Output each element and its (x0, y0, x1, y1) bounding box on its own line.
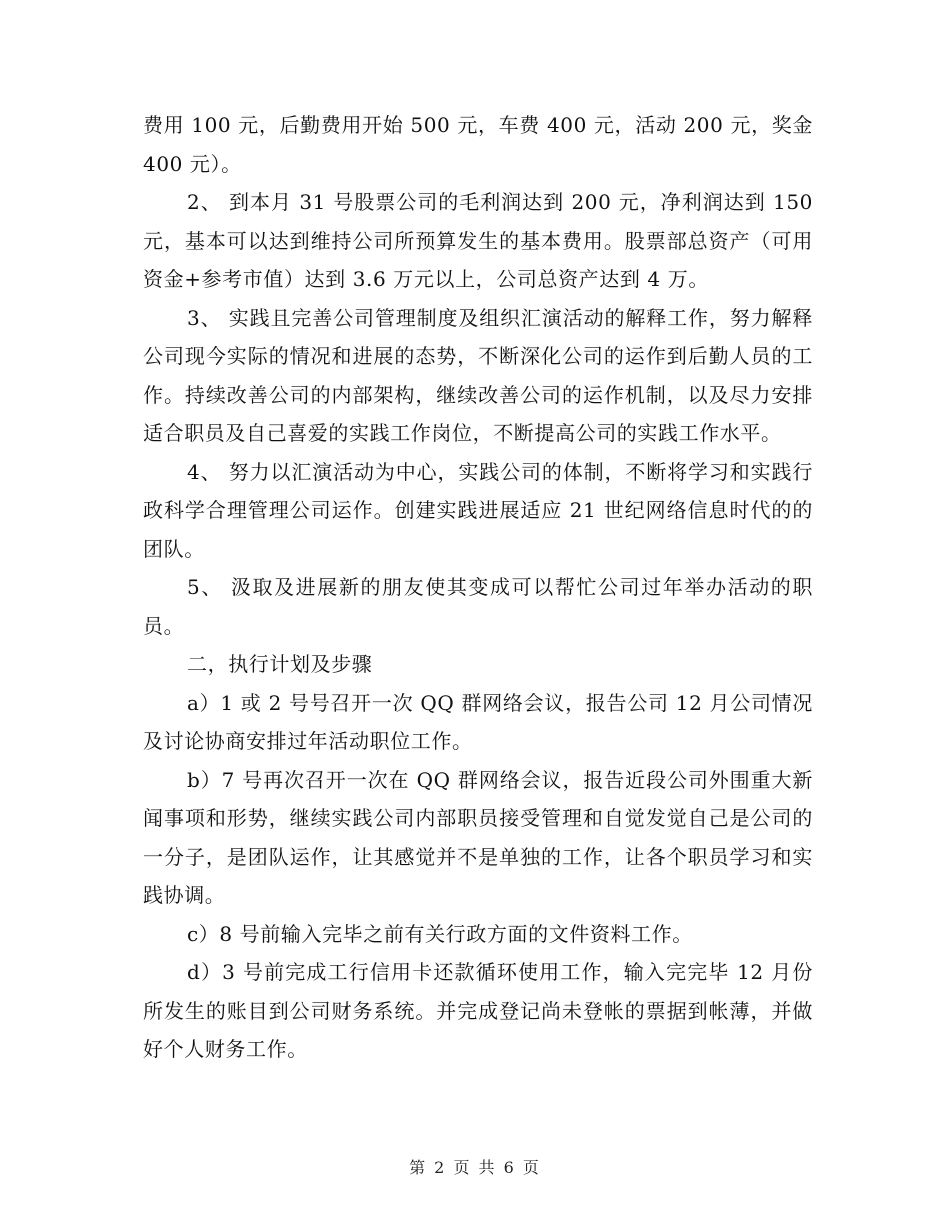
paragraph-item-2: 2、 到本月 31 号股票公司的毛利润达到 200 元，净利润达到 150 元，基本可以达到维持公司所预算发生的基本费用。股票部总资产（可用资金+参考市值）达到 3.6 万元以上，公司总资产达到 4 万。 (143, 190, 813, 291)
document-body (143, 106, 813, 1069)
step-a: a）1 或 2 号号召开一次 QQ 群网络会议，报告公司 12 月公司情况及讨论协商安排过年活动职位工作。 (143, 690, 813, 753)
paragraph-item-4: 4、 努力以汇演活动为中心，实践公司的体制，不断将学习和实践行政科学合理管理公司运作。创建实践进展适应 21 世纪网络信息时代的的团队。 (143, 459, 813, 561)
step-b: b）7 号再次召开一次在 QQ 群网络会议，报告近段公司外围重大新闻事项和形势，继续实践公司内部职员接受管理和自觉发觉自己是公司的一分子，是团队运作，让其感觉并不是单独的工作，让各个职员学习和实践协调。 (143, 767, 813, 907)
paragraph-item-5: 5、 汲取及进展新的朋友使其变成可以帮忙公司过年举办活动的职员。 (143, 575, 813, 638)
paragraph-item-3: 3、 实践且完善公司管理制度及组织汇演活动的解释工作，努力解释公司现今实际的情况和进展的态势，不断深化公司的运作到后勤人员的工作。持续改善公司的内部架构，继续改善公司的运作机制，以及尽力安排适合职员及自己喜爱的实践工作岗位，不断提高公司的实践工作水平。 (143, 305, 813, 445)
step-c: c）8 号前输入完毕之前有关行政方面的文件资料工作。 (187, 921, 693, 946)
page-number-footer: 第 2 页 共 6 页 (409, 1158, 541, 1177)
paragraph-continuation: 费用 100 元，后勤费用开始 500 元，车费 400 元，活动 200 元，奖金 400 元）。 (143, 113, 813, 176)
step-d: d）3 号前完成工行信用卡还款循环使用工作，输入完完毕 12 月份所发生的账目到公司财务系统。并完成登记尚未登帐的票据到帐薄，并做好个人财务工作。 (143, 960, 813, 1061)
section-heading: 二，执行计划及步骤 (187, 652, 373, 676)
